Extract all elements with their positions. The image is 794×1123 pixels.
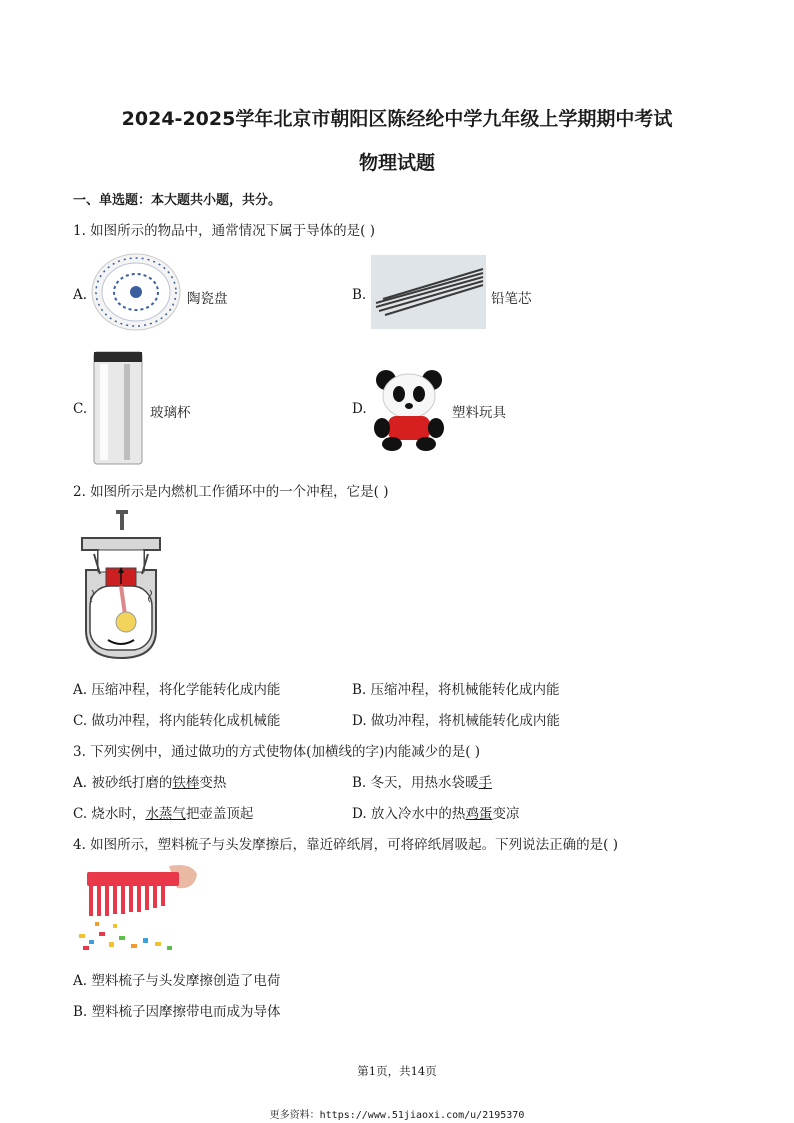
q1-option-d-letter: D. — [352, 401, 367, 417]
q3-option-a — [73, 771, 226, 791]
q2-stem: 2. 如图所示是内燃机工作循环中的一个冲程，它是( ) — [73, 484, 389, 500]
q3-option-d-underlined: 鸡蛋 — [465, 806, 493, 822]
q3-option-a-pre: A. 被砂纸打磨的 — [73, 775, 173, 791]
q3-option-a-post: 变热 — [199, 775, 227, 791]
q3-option-c — [73, 802, 253, 822]
q2-option-a: A. 压缩冲程，将化学能转化成内能 — [73, 682, 281, 698]
page-footer: 第1页，共14页 — [357, 1064, 437, 1078]
pencil-lead-icon — [371, 255, 486, 329]
q1-option-d-text: 塑料玩具 — [452, 405, 506, 421]
q3-option-c-pre: C. 烧水时， — [73, 806, 146, 822]
q3-option-c-post: 把壶盖顶起 — [185, 806, 254, 822]
q1-option-a-letter: A. — [73, 287, 88, 303]
q2-option-c: C. 做功冲程，将内能转化成机械能 — [73, 713, 281, 729]
panda-toy-icon — [370, 366, 448, 452]
q2-option-b: B. 压缩冲程，将机械能转化成内能 — [352, 682, 560, 698]
q4-option-a: A. 塑料梳子与头发摩擦创造了电荷 — [73, 973, 281, 989]
q1-option-c-letter: C. — [73, 401, 88, 417]
q2-option-d: D. 做功冲程，将机械能转化成内能 — [352, 713, 560, 729]
q3-option-b-underlined: 手 — [478, 775, 493, 791]
q3-option-a-underlined: 铁棒 — [172, 775, 200, 791]
q1-option-c-text: 玻璃杯 — [150, 405, 191, 421]
glass-cup-icon — [90, 350, 146, 466]
plate-icon — [90, 252, 182, 332]
q3-option-d-post: 变凉 — [492, 806, 520, 822]
q3-stem: 3. 下列实例中，通过做功的方式使物体(加横线的字)内能减少的是( ) — [73, 744, 481, 760]
title-line-1: 2024-2025学年北京市朝阳区陈经纶中学九年级上学期期中考试 — [121, 108, 673, 130]
engine-diagram-icon — [78, 510, 164, 662]
q3-option-b-pre: B. 冬天，用热水袋暖 — [352, 775, 479, 791]
q1-option-b-text: 铅笔芯 — [491, 291, 532, 307]
q1-stem: 1. 如图所示的物品中，通常情况下属于导体的是( ) — [73, 223, 375, 239]
q3-option-b — [352, 771, 492, 791]
title-line-2: 物理试题 — [358, 152, 435, 174]
comb-paper-icon — [73, 860, 199, 954]
q3-option-d — [352, 802, 519, 822]
q1-option-a-text: 陶瓷盘 — [187, 291, 228, 307]
q4-stem: 4. 如图所示，塑料梳子与头发摩擦后，靠近碎纸屑，可将碎纸屑吸起。下列说法正确的是( ) — [73, 837, 618, 853]
more-resources-link[interactable]: 更多资料：https://www.51jiaoxi.com/u/2195370 — [269, 1110, 525, 1121]
q3-option-d-pre: D. 放入冷水中的热 — [352, 806, 466, 822]
q1-option-b-letter: B. — [352, 287, 367, 303]
q4-option-b: B. 塑料梳子因摩擦带电而成为导体 — [73, 1004, 281, 1020]
q3-option-c-underlined: 水蒸气 — [145, 806, 186, 822]
section-heading: 一、单选题：本大题共小题，共分。 — [73, 193, 282, 208]
